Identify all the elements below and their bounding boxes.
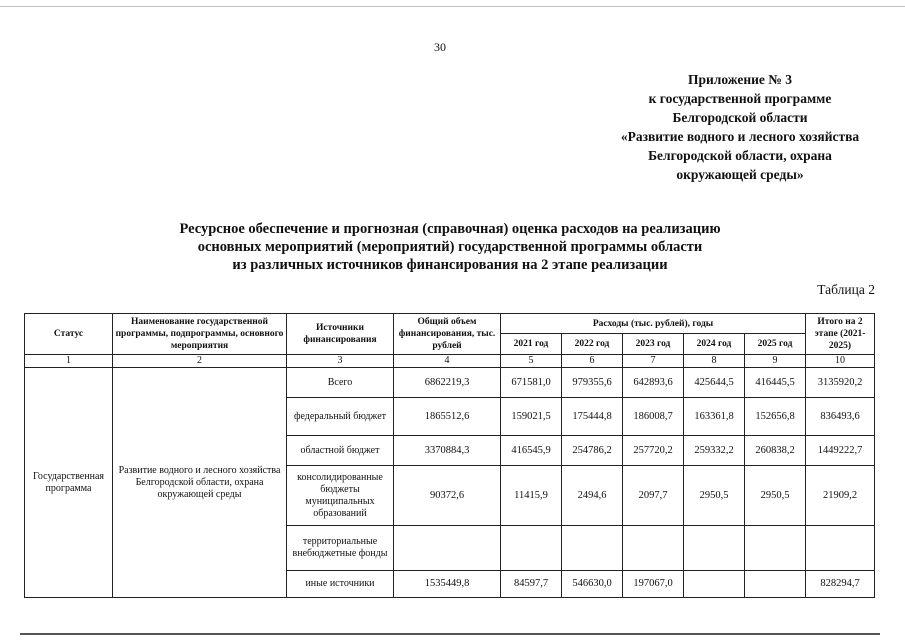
itogo-cell: 3135920,2 xyxy=(806,368,875,398)
header-expenses-group: Расходы (тыс. рублей), годы xyxy=(501,314,806,334)
year-2021-cell: 159021,5 xyxy=(501,398,562,436)
col-number: 1 xyxy=(25,355,113,368)
col-number: 6 xyxy=(562,355,623,368)
year-2021-cell: 84597,7 xyxy=(501,571,562,598)
col-number: 4 xyxy=(394,355,501,368)
source-cell: консолидированные бюджеты муниципальных образований xyxy=(287,466,394,526)
itogo-cell: 21909,2 xyxy=(806,466,875,526)
source-cell: иные источники xyxy=(287,571,394,598)
year-2023-cell: 186008,7 xyxy=(623,398,684,436)
title-line: основных мероприятий (мероприятий) государственной программы области xyxy=(197,239,703,255)
program-name-cell: Развитие водного и лесного хозяйства Белгородской области, охрана окружающей среды xyxy=(113,368,287,598)
appendix-line: «Развитие водного и лесного хозяйства xyxy=(620,129,860,144)
year-2021-cell xyxy=(501,526,562,571)
itogo-cell: 828294,7 xyxy=(806,571,875,598)
year-2023-cell xyxy=(623,526,684,571)
year-2025-cell: 416445,5 xyxy=(745,368,806,398)
source-cell: областной бюджет xyxy=(287,436,394,466)
source-cell: федеральный бюджет xyxy=(287,398,394,436)
document-title xyxy=(100,220,800,274)
year-2023-cell: 642893,6 xyxy=(623,368,684,398)
header-itogo: Итого на 2 этапе (2021-2025) xyxy=(806,314,875,355)
year-2024-cell: 425644,5 xyxy=(684,368,745,398)
year-2021-cell: 11415,9 xyxy=(501,466,562,526)
year-2022-cell: 254786,2 xyxy=(562,436,623,466)
header-sources: Источники финансирования xyxy=(287,314,394,355)
year-2022-cell: 175444,8 xyxy=(562,398,623,436)
appendix-line: Приложение № 3 xyxy=(688,72,792,87)
year-2021-cell: 416545,9 xyxy=(501,436,562,466)
col-number: 3 xyxy=(287,355,394,368)
total-cell xyxy=(394,526,501,571)
header-row xyxy=(25,314,875,334)
year-2024-cell: 2950,5 xyxy=(684,466,745,526)
year-2022-cell: 2494,6 xyxy=(562,466,623,526)
header-year: 2023 год xyxy=(623,334,684,355)
appendix-line: Белгородской области xyxy=(672,110,808,125)
title-line: из различных источников финансирования на 2 этапе реализации xyxy=(232,257,668,273)
top-rule xyxy=(0,6,905,7)
year-2025-cell xyxy=(745,526,806,571)
header-year: 2021 год xyxy=(501,334,562,355)
col-number: 2 xyxy=(113,355,287,368)
resources-table xyxy=(24,313,875,598)
appendix-line: окружающей среды» xyxy=(676,167,804,182)
page-number: 30 xyxy=(434,40,446,54)
appendix-line: Белгородской области, охрана xyxy=(648,148,832,163)
year-2023-cell: 197067,0 xyxy=(623,571,684,598)
itogo-cell: 1449222,7 xyxy=(806,436,875,466)
year-2025-cell: 260838,2 xyxy=(745,436,806,466)
source-cell: территориальные внебюджетные фонды xyxy=(287,526,394,571)
year-2025-cell xyxy=(745,571,806,598)
total-cell: 1535449,8 xyxy=(394,571,501,598)
column-number-row xyxy=(25,355,875,368)
year-2024-cell: 259332,2 xyxy=(684,436,745,466)
header-year: 2022 год xyxy=(562,334,623,355)
year-2024-cell xyxy=(684,571,745,598)
title-line: Ресурсное обеспечение и прогнозная (справочная) оценка расходов на реализацию xyxy=(179,221,721,237)
itogo-cell xyxy=(806,526,875,571)
year-2024-cell: 163361,8 xyxy=(684,398,745,436)
table-row xyxy=(25,368,875,398)
total-cell: 1865512,6 xyxy=(394,398,501,436)
header-name: Наименование государственной программы, подпрограммы, основного мероприятия xyxy=(113,314,287,355)
col-number: 8 xyxy=(684,355,745,368)
year-2021-cell: 671581,0 xyxy=(501,368,562,398)
header-status: Статус xyxy=(25,314,113,355)
appendix-block xyxy=(555,70,905,184)
table-label: Таблица 2 xyxy=(817,282,875,297)
total-cell: 6862219,3 xyxy=(394,368,501,398)
year-2025-cell: 152656,8 xyxy=(745,398,806,436)
col-number: 10 xyxy=(806,355,875,368)
year-2023-cell: 257720,2 xyxy=(623,436,684,466)
year-2025-cell: 2950,5 xyxy=(745,466,806,526)
year-2023-cell: 2097,7 xyxy=(623,466,684,526)
bottom-rule xyxy=(20,633,880,635)
year-2022-cell xyxy=(562,526,623,571)
col-number: 5 xyxy=(501,355,562,368)
year-2022-cell: 546630,0 xyxy=(562,571,623,598)
col-number: 7 xyxy=(623,355,684,368)
appendix-line: к государственной программе xyxy=(648,91,832,106)
col-number: 9 xyxy=(745,355,806,368)
header-year: 2024 год xyxy=(684,334,745,355)
year-2024-cell xyxy=(684,526,745,571)
source-cell: Всего xyxy=(287,368,394,398)
total-cell: 90372,6 xyxy=(394,466,501,526)
itogo-cell: 836493,6 xyxy=(806,398,875,436)
year-2022-cell: 979355,6 xyxy=(562,368,623,398)
status-cell: Государственная программа xyxy=(25,368,113,598)
total-cell: 3370884,3 xyxy=(394,436,501,466)
header-year: 2025 год xyxy=(745,334,806,355)
header-total-volume: Общий объем финансирования, тыс. рублей xyxy=(394,314,501,355)
